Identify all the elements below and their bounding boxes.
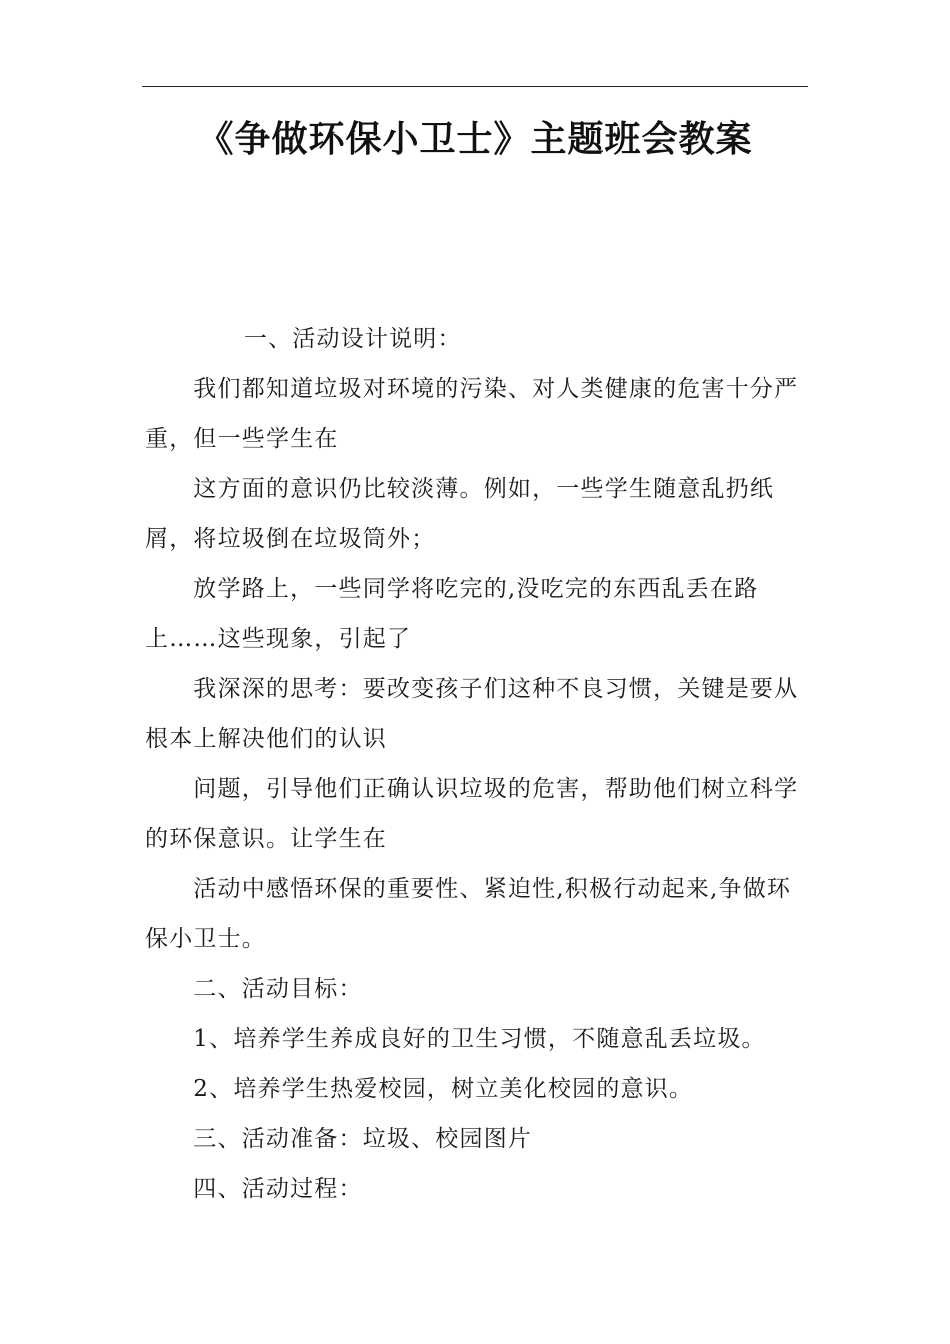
document-body [145,314,800,1214]
body-paragraph: 这方面的意识仍比较淡薄。例如，一些学生随意乱扔纸屑，将垃圾倒在垃圾筒外； [145,476,775,552]
body-paragraph: 放学路上，一些同学将吃完的,没吃完的东西乱丢在路上……这些现象，引起了 [145,576,759,652]
header-rule [142,86,808,87]
section-heading-design: 一、活动设计说明： [243,326,462,352]
section-heading-process: 四、活动过程： [193,1176,363,1202]
body-paragraph: 我深深的思考：要改变孩子们这种不良习惯，关键是要从根本上解决他们的认识 [145,676,799,752]
goal-item: 1、培养学生养成良好的卫生习惯，不随意乱丢垃圾。 [193,1026,766,1052]
section-heading-preparation: 三、活动准备：垃圾、校园图片 [193,1126,533,1152]
goal-item: 2、培养学生热爱校园，树立美化校园的意识。 [193,1076,694,1102]
body-paragraph: 问题，引导他们正确认识垃圾的危害，帮助他们树立科学的环保意识。让学生在 [145,776,799,852]
body-paragraph: 活动中感悟环保的重要性、紧迫性,积极行动起来,争做环保小卫士。 [145,876,792,952]
document-title: 《争做环保小卫士》主题班会教案 [197,119,753,160]
section-heading-goals: 二、活动目标： [193,976,363,1002]
body-paragraph: 我们都知道垃圾对环境的污染、对人类健康的危害十分严重，但一些学生在 [145,376,799,452]
